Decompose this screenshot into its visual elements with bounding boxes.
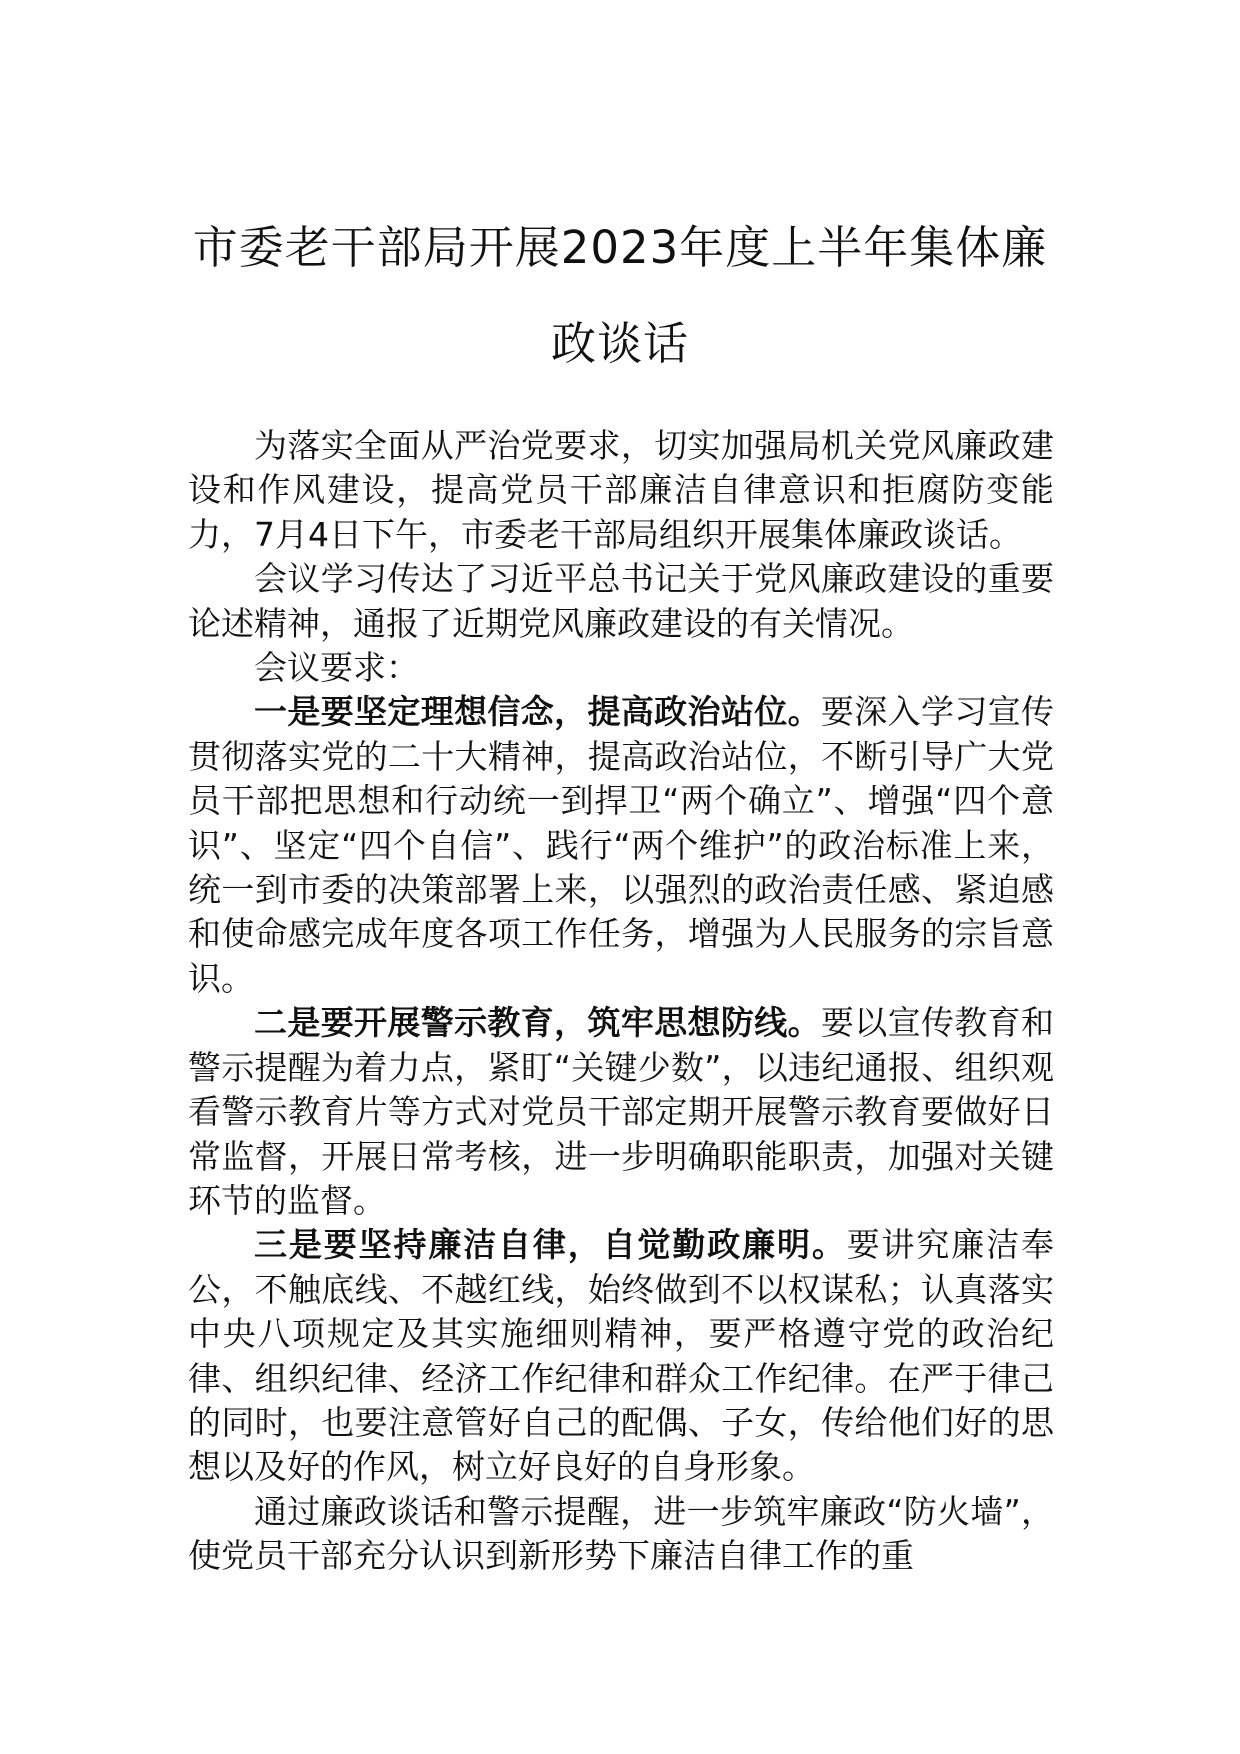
- paragraph-requirements-heading: [188, 646, 1054, 690]
- paragraph-conclusion: [188, 1490, 1054, 1579]
- paragraph-point-2: [188, 1001, 1054, 1223]
- paragraph-lead: 二是要开展警示教育，筑牢思想防线。: [254, 1003, 821, 1043]
- document-body: [188, 424, 1054, 1579]
- paragraph-text: 要讲究廉洁奉公，不触底线、不越红线，始终做到不以权谋私；认真落实中央八项规定及其实施细则精神，要严格遵守党的政治纪律、组织纪律、经济工作纪律和群众工作纪律。在严于律己的同时，也要注意管好自己的配偶、子女，传给他们好的思想以及好的作风，树立好良好的自身形象。: [188, 1225, 1055, 1487]
- paragraph-study: [188, 557, 1054, 646]
- title-line-2: 政谈话: [550, 317, 689, 370]
- paragraph-text: 通过廉政谈话和警示提醒，进一步筑牢廉政“防火墙”，使党员干部充分认识到新形势下廉洁自律工作的重: [188, 1491, 1054, 1576]
- paragraph-point-1: [188, 690, 1054, 1001]
- paragraph-lead: 一是要坚定理想信念，提高政治站位。: [254, 692, 821, 732]
- paragraph-text: 为落实全面从严治党要求，切实加强局机关党风廉政建设和作风建设，提高党员干部廉洁自律意识和拒腐防变能力，7月4日下午，市委老干部局组织开展集体廉政谈话。: [188, 426, 1054, 554]
- paragraph-text: 会议要求：: [254, 648, 419, 688]
- paragraph-text: 要以宣传教育和警示提醒为着力点，紧盯“关键少数”，以违纪通报、组织观看警示教育片等方式对党员干部定期开展警示教育要做好日常监督，开展日常考核，进一步明确职能职责，加强对关键环节的监督。: [188, 1003, 1055, 1220]
- paragraph-text: 会议学习传达了习近平总书记关于党风廉政建设的重要论述精神，通报了近期党风廉政建设的有关情况。: [188, 559, 1054, 643]
- document-title: [150, 200, 1090, 392]
- paragraph-point-3: [188, 1223, 1054, 1489]
- paragraph-lead: 三是要坚持廉洁自律，自觉勤政廉明。: [254, 1225, 847, 1265]
- paragraph-text: 要深入学习宣传贯彻落实党的二十大精神，提高政治站位，不断引导广大党员干部把思想和行动统一到捍卫“两个确立”、增强“四个意识”、坚定“四个自信”、践行“两个维护”的政治标准上来，统一到市委的决策部署上来，以强烈的政治责任感、紧迫感和使命感完成年度各项工作任务，增强为人民服务的宗旨意识。: [188, 692, 1055, 998]
- title-line-1: 市委老干部局开展2023年度上半年集体廉: [192, 221, 1048, 274]
- paragraph-intro: [188, 424, 1054, 557]
